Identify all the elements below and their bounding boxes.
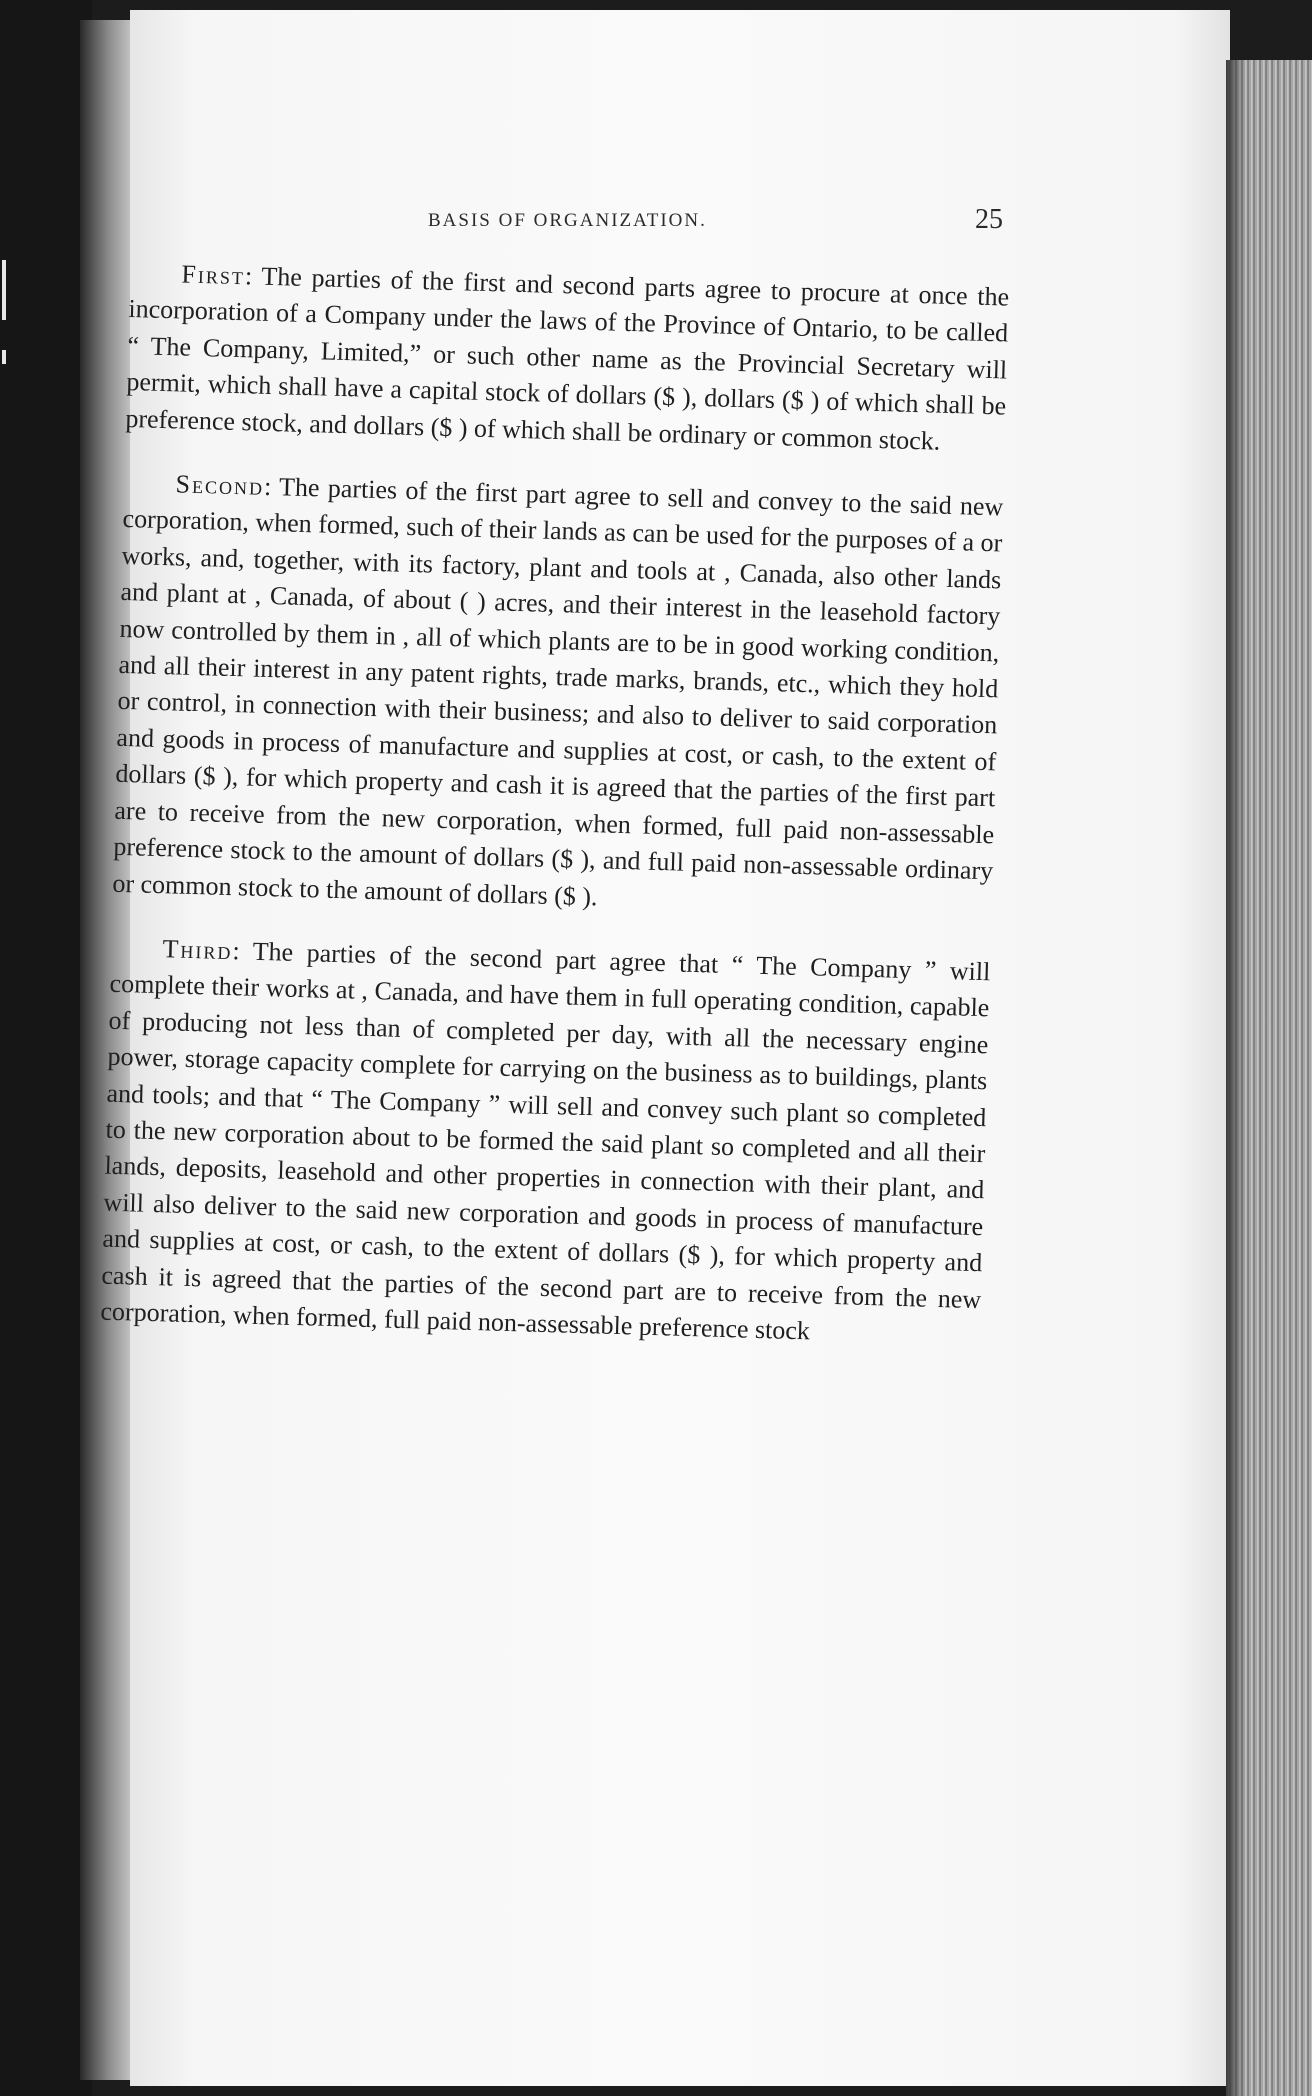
paragraph-lead: First xyxy=(181,259,246,291)
paragraph-lead: Second xyxy=(175,469,265,501)
page-edges-shadow xyxy=(1226,60,1246,2096)
paragraph-third xyxy=(100,930,991,1355)
running-title: BASIS OF ORGANIZATION. xyxy=(428,210,707,231)
paragraph-lead: Third xyxy=(162,934,233,966)
body-text xyxy=(99,255,1009,1383)
running-head xyxy=(0,204,1312,250)
paragraph-text: : The parties of the first part agree to sell and convey to the said new corporation, when formed, such of their lands as can be used for the purposes of a or works, and, together, with its factory, plant and tools at , Canada, also other lands and plant at , Canada, of about ( ) acres, and their interest in the leasehold factory now controlled by them in , all of which plants are to be in good working condition, and all their interest in any patent rights, trade marks, brands, etc., which they hold or control, in connection with their business; and also to deliver to said corporation and goods in process of manufacture and supplies at cost, or cash, to the extent of dollars ($ ), for which property and cash it is agreed that the parties of the first part are to receive from the new corporation, when formed, full paid non-assessable preference stock to the amount of dollars ($ ), and full paid non-assessable ordinary or common stock to the amount of dollars ($ ). xyxy=(112,471,1004,911)
paragraph-second xyxy=(112,465,1004,926)
gutter-mark-mid xyxy=(2,350,6,364)
paragraph-first xyxy=(125,255,1010,462)
paragraph-text: : The parties of the second part agree that “ The Company ” will complete their works at , Canada, and have them in full operating condition, capable of producing not less than of completed per day, with all the necessary engine power, storage capacity complete for carrying on the business as to buildings, plants and tools; and that “ The Company ” will sell and convey such plant so completed to the new corporation about to be formed the said plant so completed and all their lands, deposits, leasehold and other properties in connection with their plant, and will also deliver to the said new corporation and goods in process of manufacture and supplies at cost, or cash, to the extent of dollars ($ ), for which property and cash it is agreed that the parties of the second part are to receive from the new corporation, when formed, full paid non-assessable preference stock xyxy=(100,936,991,1346)
left-gutter xyxy=(0,0,92,2096)
paragraph-text: : The parties of the first and second parts agree to procure at once the incorporation of a Company under the laws of the Province of Ontario, to be called “ The Company, Limited,” or such other name as the Provincial Secretary will permit, which shall have a capital stock of dollars ($ ), dollars ($ ) of which shall be preference stock, and dollars ($ ) of which shall be ordinary or common stock. xyxy=(125,261,1010,456)
page-number: 25 xyxy=(975,204,1003,235)
gutter-mark-top xyxy=(2,260,6,320)
